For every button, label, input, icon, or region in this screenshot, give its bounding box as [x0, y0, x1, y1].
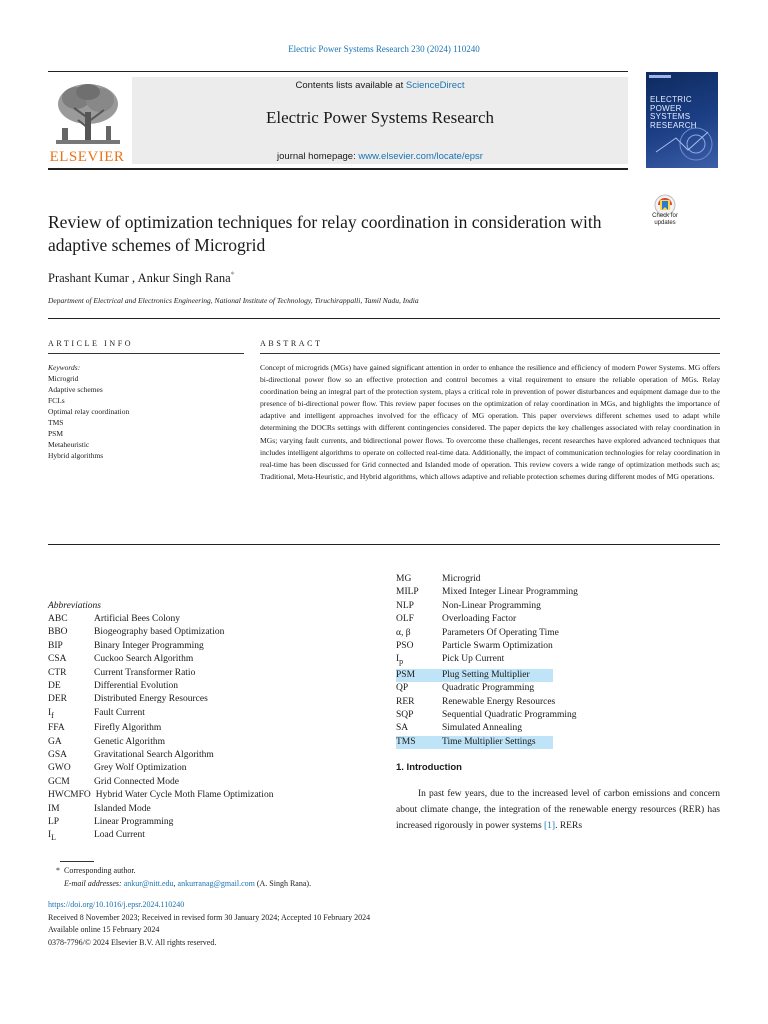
keyword-item: FCLs: [48, 396, 65, 405]
abbreviation-definition: Grey Wolf Optimization: [94, 763, 187, 774]
journal-title: Electric Power Systems Research: [265, 108, 494, 127]
abbreviation-term: HWCMFO: [48, 790, 91, 801]
contents-prefix: Contents lists available at: [295, 80, 404, 91]
abbreviation-row: [48, 640, 273, 653]
abbreviation-row: [396, 669, 553, 682]
abbreviation-row: [48, 722, 273, 735]
abbreviation-row: [48, 707, 273, 722]
abbreviation-term: LP: [48, 816, 60, 827]
abbreviation-row: [48, 653, 273, 666]
abbreviation-term: GCM: [48, 776, 70, 787]
abbreviations-right-column: [396, 573, 578, 749]
abbreviation-definition: Distributed Energy Resources: [94, 694, 208, 705]
divider: [48, 318, 720, 319]
abbreviation-term: $I_L$: [48, 830, 57, 843]
cover-title: [650, 96, 716, 130]
abbreviation-row: [396, 709, 578, 722]
abbreviation-row: [48, 749, 273, 762]
sciencedirect-link[interactable]: ScienceDirect: [405, 80, 465, 91]
abbreviation-definition: Microgrid: [442, 574, 481, 584]
abbreviation-row: [396, 613, 578, 626]
abbreviation-definition: Renewable Energy Resources: [442, 696, 556, 707]
abbreviation-definition: Cuckoo Search Algorithm: [94, 654, 194, 665]
abbreviation-term: SQP: [396, 709, 414, 720]
email-separator: ,: [173, 879, 178, 888]
paper-title: Review of optimization techniques for relay coordination in consideration with adaptive schemes of Microgrid: [48, 212, 602, 255]
abstract-body: Concept of microgrids (MGs) have gained significant attention in order to enhance the resilience and efficiency of modern Power Systems. MG offers bi-directional power flow so an effective protection and control becomes a vital requirement to ensure the reliable operation of MGs. Relay coordination being an integral part of the protection system, plays a critical role in prevention of power disturbances and equipment damage due to the presence of bi-directional power flow. This review paper focuses on the optimization of relay coordination in MGs, and highlights the importance of adaptive and intelligent approaches involved for the efficacy of MG operation. This paper overviews different schemes used to adapt while determining the DOCRs settings with different contingencies considered. The paper depicts the key challenges associated with relay coordination in MGs; varying fault currents, and bidirectional power flows. To overcome these challenges, recent researches have explored advanced techniques that includes intelligent algorithms to operate on collected real-time data. Additionally, the impact of communication technologies for relay coordination in real-time has been discussed for Grid connected and Islanded mode of operation. This review covers a wide range of optimization methods such as; Traditional, Meta-Heuristic, and Hybrid algorithms, which allows adaptive and reliable protection schemes during different modes of MG operations.: [260, 363, 720, 481]
homepage-line: [132, 151, 628, 162]
abbreviation-definition: Quadratic Programming: [442, 683, 535, 694]
keyword-item: Adaptive schemes: [48, 385, 103, 394]
reference-link[interactable]: [1]: [544, 821, 556, 831]
homepage-prefix: journal homepage:: [277, 151, 356, 162]
introduction-heading: 1. Introduction: [396, 762, 462, 773]
abbreviation-definition: Parameters Of Operating Time: [442, 627, 559, 638]
abbreviation-definition: Simulated Annealing: [442, 723, 522, 734]
introduction-paragraph: [396, 786, 720, 834]
abbreviation-term: DE: [48, 681, 61, 692]
abbreviation-definition: Genetic Algorithm: [94, 736, 165, 747]
intro-text-after: . RERs: [555, 821, 583, 831]
cover-line: POWER: [650, 103, 682, 113]
check-for-updates-label: Check for updates: [652, 213, 678, 226]
keyword-item: Optimal relay coordination: [48, 407, 130, 416]
abbreviation-term: NLP: [396, 600, 414, 611]
abbreviation-definition: Binary Integer Programming: [94, 640, 204, 651]
abbreviation-definition: Fault Current: [94, 707, 145, 718]
abbreviation-row: [48, 693, 273, 706]
abbreviations-left-column: [48, 613, 273, 845]
authors-text: Prashant Kumar , Ankur Singh Rana: [48, 271, 231, 286]
journal-homepage-link[interactable]: www.elsevier.com/locate/epsr: [358, 151, 483, 162]
cover-line: RESEARCH: [650, 120, 697, 130]
keyword-item: Microgrid: [48, 374, 79, 383]
masthead-top-rule: [48, 71, 628, 72]
email-suffix: (A. Singh Rana).: [254, 879, 312, 888]
copyright: 0378-7796/© 2024 Elsevier B.V. All rights reserved.: [48, 938, 217, 947]
elsevier-wordmark: ELSEVIER: [49, 149, 125, 165]
abbreviation-term: PSO: [396, 641, 414, 652]
abbreviation-row: [48, 680, 273, 693]
abbreviation-term: OLF: [396, 614, 414, 625]
abbreviation-term: GA: [48, 736, 62, 747]
abbreviation-term: GWO: [48, 763, 71, 774]
keywords-label: Keywords:: [48, 363, 81, 372]
abbreviation-term: BIP: [48, 640, 63, 651]
abbreviation-term: BBO: [48, 627, 68, 638]
abbreviation-definition: Particle Swarm Optimization: [442, 641, 553, 652]
abbreviation-row: [396, 640, 578, 653]
affiliation: Department of Electrical and Electronics Engineering, National Institute of Technology, Tiruchirappalli, Tamil Nadu, India: [48, 296, 419, 305]
abbreviation-definition: Islanded Mode: [94, 803, 151, 814]
abbreviation-definition: Artificial Bees Colony: [94, 614, 181, 624]
abbreviation-definition: Time Multiplier Settings: [442, 736, 536, 747]
abbreviation-definition: Hybrid Water Cycle Moth Flame Optimization: [95, 790, 274, 801]
abbreviation-row: [396, 586, 578, 599]
keyword-item: Metaheuristic: [48, 440, 90, 449]
abbreviation-row: [48, 803, 273, 816]
footnote-rule: [60, 861, 94, 862]
masthead-bottom-rule: [48, 168, 628, 170]
abbreviations-heading: Abbreviations: [48, 601, 101, 611]
abbreviation-term: CTR: [48, 667, 67, 678]
footnote-mark: *: [56, 866, 60, 875]
abbreviation-term: FFA: [48, 723, 65, 734]
abbreviation-definition: Current Transformer Ratio: [94, 667, 196, 678]
email-link[interactable]: ankurranag@gmail.com: [177, 879, 255, 888]
abbreviation-definition: Gravitational Search Algorithm: [94, 749, 214, 760]
abbreviation-definition: Linear Programming: [94, 816, 174, 827]
abbreviation-row: [48, 776, 273, 789]
email-addresses: [64, 879, 311, 888]
corresponding-author-mark[interactable]: *: [230, 270, 235, 279]
abbreviation-row: [48, 736, 273, 749]
abbreviation-definition: Load Current: [94, 830, 145, 841]
abbreviation-definition: Sequential Quadratic Programming: [442, 709, 577, 720]
keywords-list: [48, 362, 129, 461]
abbreviation-row: [48, 789, 273, 802]
contents-line: [132, 80, 628, 91]
email-link[interactable]: ankur@nitt.edu: [123, 879, 174, 888]
abbreviation-definition: Firefly Algorithm: [94, 723, 162, 734]
keyword-item: PSM: [48, 429, 64, 438]
abbreviation-term: IM: [48, 803, 60, 814]
divider: [48, 353, 244, 354]
abbreviation-term: MG: [396, 574, 412, 584]
keyword-item: Hybrid algorithms: [48, 451, 104, 460]
abbreviation-term: $I_f$: [48, 707, 54, 720]
abbreviation-term: RER: [396, 696, 415, 707]
intro-text-before: In past few years, due to the increased level of carbon emissions and concern about climate change, the integration of the renewable energy resources (RER) has increased rigorously in power systems: [396, 789, 720, 831]
abbreviation-row: [48, 762, 273, 775]
abbreviation-definition: Differential Evolution: [94, 681, 178, 692]
divider: [48, 544, 720, 545]
corresponding-author-note: [56, 866, 136, 875]
abbreviation-term: CSA: [48, 654, 67, 665]
abbreviation-term: PSM: [396, 669, 416, 680]
available-online: Available online 15 February 2024: [48, 925, 160, 934]
abbreviation-row: [396, 696, 578, 709]
abbreviation-row: [48, 626, 273, 639]
abbreviation-row: [396, 627, 578, 640]
abbreviation-row: [48, 829, 273, 844]
abbreviation-term: $I_p$: [396, 654, 404, 667]
abbreviation-row: [396, 682, 578, 695]
article-info-heading: ARTICLE INFO: [48, 339, 134, 348]
journal-citation-link[interactable]: Electric Power Systems Research 230 (2024) 110240: [288, 44, 480, 54]
abbreviation-row: [48, 667, 273, 680]
keyword-item: TMS: [48, 418, 64, 427]
abbreviation-definition: Pick Up Current: [442, 654, 505, 665]
abbreviation-row: [396, 573, 578, 586]
abbreviation-term: TMS: [396, 736, 416, 747]
abbreviation-definition: Grid Connected Mode: [94, 776, 179, 787]
abbreviation-row: [396, 736, 553, 749]
received-dates: Received 8 November 2023; Received in revised form 30 January 2024; Accepted 10 February 2024: [48, 913, 371, 922]
abbreviation-term: SA: [396, 723, 409, 734]
cover-line: ELECTRIC: [650, 95, 692, 104]
abbreviation-definition: Overloading Factor: [442, 614, 517, 625]
email-label: E-mail addresses:: [64, 879, 122, 888]
abbreviation-definition: Mixed Integer Linear Programming: [442, 587, 578, 598]
abbreviation-term: MILP: [396, 587, 419, 598]
doi-link[interactable]: https://doi.org/10.1016/j.epsr.2024.110240: [48, 900, 185, 909]
abbreviation-term: DER: [48, 694, 67, 705]
abbreviation-definition: Non-Linear Programming: [442, 600, 541, 611]
abbreviation-row: [396, 600, 578, 613]
abbreviation-row: [48, 613, 273, 626]
corresponding-text: Corresponding author.: [64, 866, 136, 875]
abbreviation-term: ABC: [48, 614, 68, 624]
abstract-heading: ABSTRACT: [260, 339, 323, 348]
author-list: [48, 270, 235, 286]
abbreviation-row: [396, 722, 578, 735]
abbreviation-row: [48, 816, 273, 829]
cover-line: SYSTEMS: [650, 112, 691, 121]
abbreviation-definition: Biogeography based Optimization: [94, 627, 225, 638]
abbreviation-term: QP: [396, 683, 409, 694]
abbreviation-row: [396, 653, 578, 668]
divider: [260, 353, 720, 354]
abbreviation-term: GSA: [48, 749, 68, 760]
abbreviation-term: α, β: [396, 627, 411, 638]
abbreviation-definition: Plug Setting Multiplier: [442, 669, 530, 680]
